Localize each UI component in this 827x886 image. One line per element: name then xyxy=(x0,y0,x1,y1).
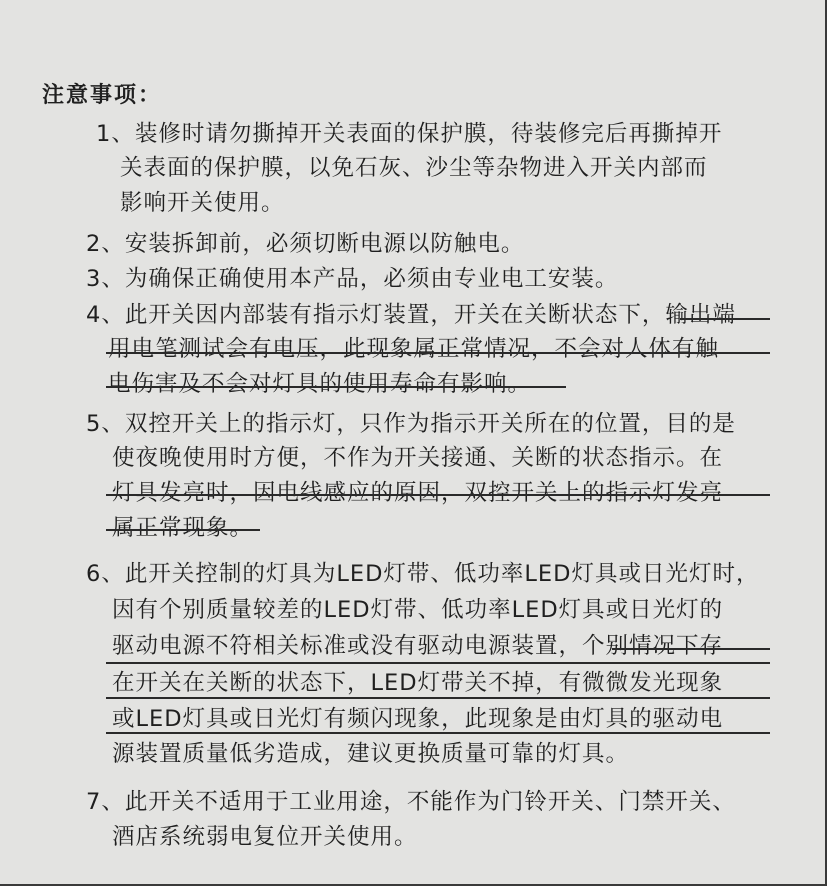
item-5-line-2: 使夜晚使用时方便，不作为开关接通、关断的状态指示。在 xyxy=(112,445,724,471)
item-1-line-2: 关表面的保护膜，以免石灰、沙尘等杂物进入开关内部而 xyxy=(120,155,708,181)
item-2-line-1: 2、安装拆卸前，必须切断电源以防触电。 xyxy=(86,231,525,257)
item-6-underline-line-5 xyxy=(106,732,770,734)
item-5-line-4: 属正常现象。 xyxy=(112,515,254,541)
item-6-line-5: 或LED灯具或日光灯有频闪现象，此现象是由灯具的驱动电 xyxy=(112,706,724,732)
item-6-line-4: 在开关在关断的状态下，LED灯带关不掉，有微微发光现象 xyxy=(112,670,724,696)
item-5-strike-line-4 xyxy=(106,529,260,531)
item-7-line-1: 7、此开关不适用于工业用途，不能作为门铃开关、门禁开关、 xyxy=(86,789,736,815)
item-3-line-1: 3、为确保正确使用本产品，必须由专业电工安装。 xyxy=(86,266,619,292)
item-6-underline-line-3 xyxy=(106,662,770,664)
item-6-strike-line-3 xyxy=(612,648,770,650)
item-6-line-2: 因有个别质量较差的LED灯带、低功率LED灯具或日光灯的 xyxy=(112,597,724,623)
notice-title: 注意事项： xyxy=(42,83,163,108)
item-6-line-1: 6、此开关控制的灯具为LED灯带、低功率LED灯具或日光灯时， xyxy=(86,561,760,587)
item-7-line-2: 酒店系统弱电复位开关使用。 xyxy=(112,824,418,850)
item-1-line-3: 影响开关使用。 xyxy=(120,190,285,216)
item-4-line-1: 4、此开关因内部装有指示灯装置，开关在关断状态下，输出端 xyxy=(86,302,736,328)
item-4-strike-line-1 xyxy=(680,318,770,320)
item-5-line-3: 灯具发亮时，因电线感应的原因，双控开关上的指示灯发亮 xyxy=(112,480,724,506)
item-4-strike-line-2 xyxy=(106,352,770,354)
item-4-line-3: 电伤害及不会对灯具的使用寿命有影响。 xyxy=(108,371,532,397)
item-6-line-6: 源装置质量低劣造成，建议更换质量可靠的灯具。 xyxy=(112,741,630,767)
item-5-line-1: 5、双控开关上的指示灯，只作为指示开关所在的位置，目的是 xyxy=(86,411,736,437)
item-4-strike-line-3 xyxy=(106,386,566,388)
item-5-strike-line-3 xyxy=(106,494,770,496)
item-6-line-3: 驱动电源不符相关标准或没有驱动电源装置，个别情况下存 xyxy=(112,633,724,659)
item-6-underline-line-4 xyxy=(106,697,770,699)
item-1-line-1: 1、装修时请勿撕掉开关表面的保护膜，待装修完后再撕掉开 xyxy=(96,121,723,147)
item-4-line-2: 用电笔测试会有电压，此现象属正常情况，不会对人体有触 xyxy=(108,336,720,362)
